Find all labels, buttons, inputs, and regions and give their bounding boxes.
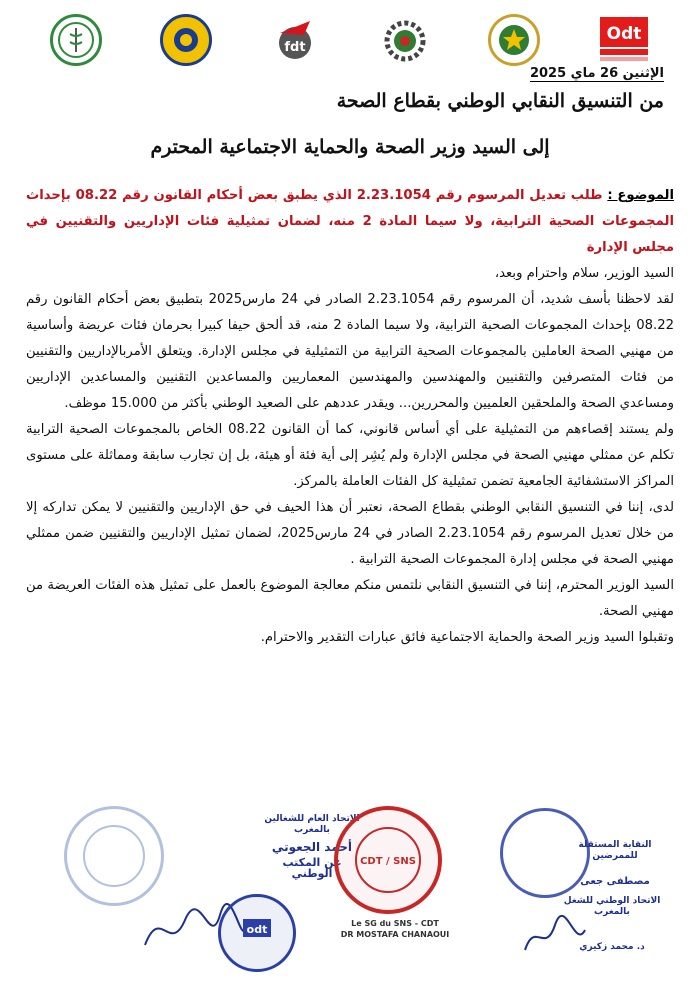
health-stamp-left	[64, 806, 164, 906]
unmt-line-2: د. محمد زكيري	[579, 942, 645, 952]
signatures-area	[0, 790, 700, 989]
union-logo-2	[160, 14, 212, 66]
cdt-name: DR MOSTAFA CHANAOUI	[340, 930, 450, 939]
odt-logo	[598, 15, 650, 65]
sender-line: من التنسيق النقابي الوطني بقطاع الصحة	[336, 90, 664, 112]
cdt-signatory	[340, 918, 450, 940]
paragraph-2: ولم يستند إقصاءهم من التمثيلية على أي أساس قانوني، كما أن القانون 08.22 الخاص بالمجموعات الصحية الترابية تكلم عن ممثلي مهنيي الصحة في مجلس الإدارة ولم يُشِر إلى أية فئة أو هيئة، بل إن تجارب سابقة ومماثلة على مستوى المراكز الاستشفائية الجامعية تضمن تمثيلية كل الفئات العاملة بالمركز.	[26, 422, 674, 489]
greeting: السيد الوزير، سلام واحترام وبعد،	[494, 266, 674, 281]
signature-scribble-right	[520, 910, 590, 960]
union-logo-1	[50, 14, 102, 66]
recipient-line: إلى السيد وزير الصحة والحماية الاجتماعية المحترم	[150, 136, 550, 158]
cdt-stamp	[334, 806, 442, 914]
fdt-logo	[269, 14, 321, 66]
odt-stamp-icon	[221, 897, 293, 969]
stamp-ring-icon	[67, 809, 161, 903]
star-icon	[494, 20, 534, 60]
nurses-union-name: مصطفى جعى	[580, 876, 650, 887]
gear-icon	[166, 20, 206, 60]
logo-row	[50, 10, 650, 70]
cdt-stamp-label: CDT / SNS	[360, 856, 416, 867]
nurses-union-signature	[560, 840, 670, 887]
union-logo-5	[488, 14, 540, 66]
letter-body	[26, 183, 674, 651]
cog-emblem-icon	[380, 15, 430, 65]
paragraph-4: السيد الوزير المحترم، إننا في التنسيق النقابي نلتمس منكم معالجة الموضوع بالعمل على تمثيل هذه الفئات العريضة من مهنيي الصحة.	[26, 578, 674, 619]
caduceus-icon	[56, 20, 96, 60]
ugtm-line-2: أحمد الجعوتي	[271, 840, 353, 854]
unmt-line-1: الاتحاد الوطني للشغل بالمغرب	[563, 896, 661, 917]
union-logo-4	[379, 14, 431, 66]
closing: وتقبلوا السيد وزير الصحة والحماية الاجتماعية فائق عبارات التقدير والاحترام.	[260, 630, 674, 645]
cdt-sg-title: Le SG du SNS - CDT	[351, 919, 439, 928]
odt-stamp	[218, 894, 296, 972]
subject-label: الموضوع :	[607, 188, 675, 203]
odt-emblem-icon	[598, 15, 650, 65]
nurses-union-line: النقابة المستقلة للممرضين	[578, 840, 652, 861]
fdt-label: fdt	[284, 40, 306, 55]
paragraph-1: لقد لاحظنا بأسف شديد، أن المرسوم رقم 2.23.1054 الصادر في 24 مارس2025 بتطبيق بعض أحكام القانون رقم 08.22 بإحداث المجموعات الصحية الترابية، ولا سيما المادة 2 منه، قد ألحق حيفا كبيرا بحرمان فئات عريضة وأساسية من مهنيي الصحة العاملين بالمجموعات الصحية الترابية من التمثيلية في مجلس الإدارة. ويتعلق الأمربالإداريين والتقنيين من فئات المتصرفين والتقنيين والمهندسين والمهندسين المعماريين والمساعدين التقنيين والمساعدين الإداريين ومساعدي الصحة والملحقين العلميين والمحررين... ويقدر عددهم على الصعيد الوطني بأكثر من 15.000 موظف.	[26, 292, 675, 411]
letter-date: الإثنين 26 ماي 2025	[529, 66, 664, 81]
cdt-stamp-icon	[338, 810, 438, 910]
subject-text: طلب تعديل المرسوم رقم 2.23.1054 الذي يطبق بعض أحكام القانون رقم 08.22 بإحداث المجموعات الصحية الترابية، ولا سيما المادة 2 منه، لضمان تمثيلية فئات الإداريين والتقنيين في مجلس الإدارة	[26, 188, 674, 255]
subject-line	[26, 183, 674, 261]
ugtm-line-3: عن المكتب الوطني	[282, 856, 342, 880]
ugtm-line-1: الاتحاد العام للشغالين بالمغرب	[264, 814, 360, 835]
paragraph-3: لدى، إننا في التنسيق النقابي الوطني بقطاع الصحة، نعتبر أن هذا الحيف في حق الإداريين والتقنيين لا يمكن تداركه إلا من خلال تعديل المرسوم رقم 2.23.1054 الصادر في 24 مارس2025، لضمان تمثيل الإداريين والتقنيين ضمن ممثلي مهنيي الصحة في مجلس إدارة المجموعات الصحية الترابية .	[26, 500, 674, 567]
fdt-emblem-icon	[270, 15, 320, 65]
odt-label: Odt	[606, 24, 642, 44]
odt-stamp-label: odt	[246, 923, 268, 936]
